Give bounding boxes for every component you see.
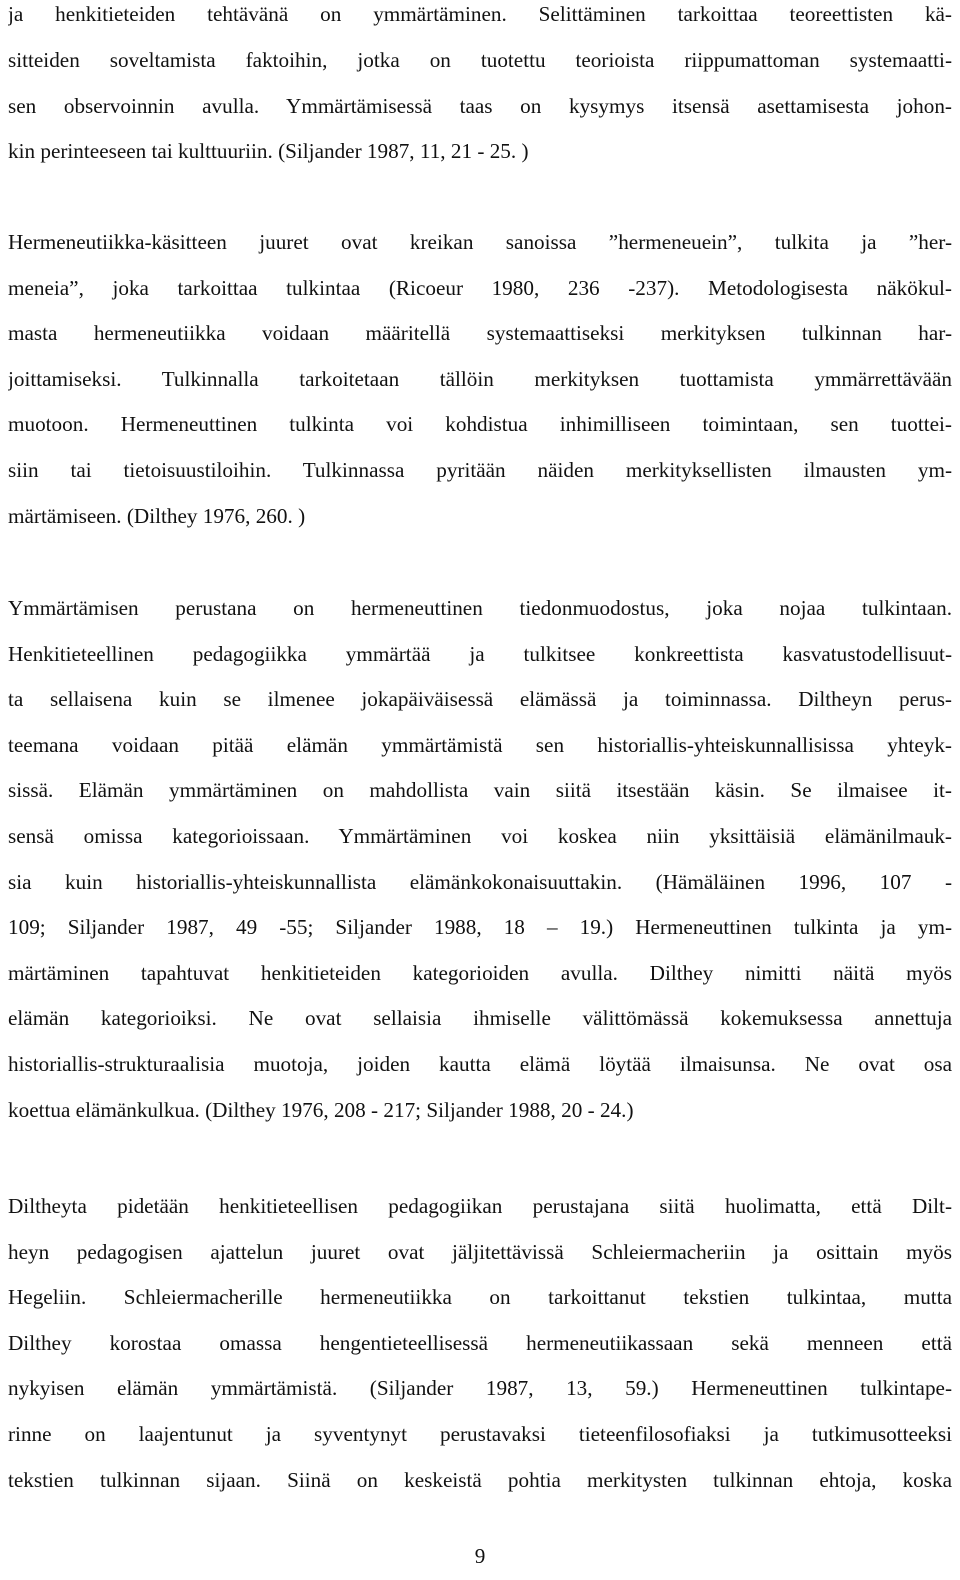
page-number: 9 [474,1544,486,1568]
text-line: historiallis-strukturaalisia muotoja, joiden kautta elämä löytää ilmaisunsa. Ne ovat osa [8,1051,952,1076]
text-line: siin tai tietoisuustiloihin. Tulkinnassa pyritään näiden merkityksellisten ilmausten ym- [8,457,952,482]
text-line: sen observoinnin avulla. Ymmärtämisessä taas on kysymys itsensä asettamisesta johon- [8,93,952,118]
text-line: tekstien tulkinnan sijaan. Siinä on keskeistä pohtia merkitysten tulkinnan ehtoja, koska [8,1467,952,1492]
text-line: ta sellaisena kuin se ilmenee jokapäiväisessä elämässä ja toiminnassa. Diltheyn perus- [8,687,952,712]
text-line: märtäminen tapahtuvat henkitieteiden kategorioiden avulla. Dilthey nimitti näitä myös [8,960,952,985]
paragraph [8,1192,952,1511]
text-line: koettua elämänkulkua. (Dilthey 1976, 208 - 217; Siljander 1988, 20 - 24.) [8,1097,634,1122]
text-line: Hegeliin. Schleiermacherille hermeneutiikka on tarkoittanut tekstien tulkintaa, mutta [8,1285,952,1310]
text-line: Henkitieteellinen pedagogiikka ymmärtää ja tulkitsee konkreettista kasvatustodellisuut- [8,641,952,666]
text-line: sissä. Elämän ymmärtäminen on mahdollista vain siitä itsestään käsin. Se ilmaisee it- [8,778,952,803]
text-line: 109; Siljander 1987, 49 -55; Siljander 1988, 18 – 19.) Hermeneuttinen tulkinta ja ym- [8,915,952,940]
text-line: joittamiseksi. Tulkinnalla tarkoitetaan tällöin merkityksen tuottamista ymmärrettävään [8,366,952,391]
paragraph [8,228,952,547]
text-line: Dilthey korostaa omassa hengentieteellisessä hermeneutiikassaan sekä menneen että [8,1330,952,1355]
text-line: meneia”, joka tarkoittaa tulkintaa (Ricoeur 1980, 236 -237). Metodologisesta näkökul- [8,275,952,300]
text-line: ja henkitieteiden tehtävänä on ymmärtäminen. Selittäminen tarkoittaa teoreettisten kä- [8,2,952,26]
text-line: rinne on laajentunut ja syventynyt perustavaksi tieteenfilosofiaksi ja tutkimusotteeksi [8,1421,952,1446]
text-line: nykyisen elämän ymmärtämistä. (Siljander 1987, 13, 59.) Hermeneuttinen tulkintape- [8,1376,952,1401]
text-line: heyn pedagogisen ajattelun juuret ovat jäljitettävissä Schleiermacheriin ja osittain myös [8,1239,952,1264]
text-line: teemana voidaan pitää elämän ymmärtämistä sen historiallis-yhteiskunnallisissa yhteyk- [8,732,952,757]
text-line: märtämiseen. (Dilthey 1976, 260. ) [8,503,306,528]
text-line: sia kuin historiallis-yhteiskunnallista elämänkokonaisuuttakin. (Hämäläinen 1996, 107 - [8,869,952,894]
text-line: Ymmärtämisen perustana on hermeneuttinen tiedonmuodostus, joka nojaa tulkintaan. [8,596,952,620]
paragraph [8,0,952,183]
text-line: sitteiden soveltamista faktoihin, jotka on tuotettu teorioista riippumattoman systemaatti- [8,47,952,72]
paragraph [8,594,952,1141]
text-line: elämän kategorioiksi. Ne ovat sellaisia ihmiselle välittömässä kokemuksessa annettuja [8,1006,952,1031]
text-line: kin perinteeseen tai kulttuuriin. (Siljander 1987, 11, 21 - 25. ) [8,139,529,164]
text-line: masta hermeneutiikka voidaan määritellä systemaattiseksi merkityksen tulkinnan har- [8,321,952,346]
text-line: muotoon. Hermeneuttinen tulkinta voi kohdistua inhimilliseen toimintaan, sen tuottei- [8,412,952,437]
text-line: sensä omissa kategorioissaan. Ymmärtäminen voi koskea niin yksittäisiä elämänilmauk- [8,823,952,848]
text-line: Hermeneutiikka-käsitteen juuret ovat kreikan sanoissa ”hermeneuein”, tulkita ja ”her- [8,230,952,254]
text-line: Diltheyta pidetään henkitieteellisen pedagogiikan perustajana siitä huolimatta, että Dilt- [8,1194,952,1218]
